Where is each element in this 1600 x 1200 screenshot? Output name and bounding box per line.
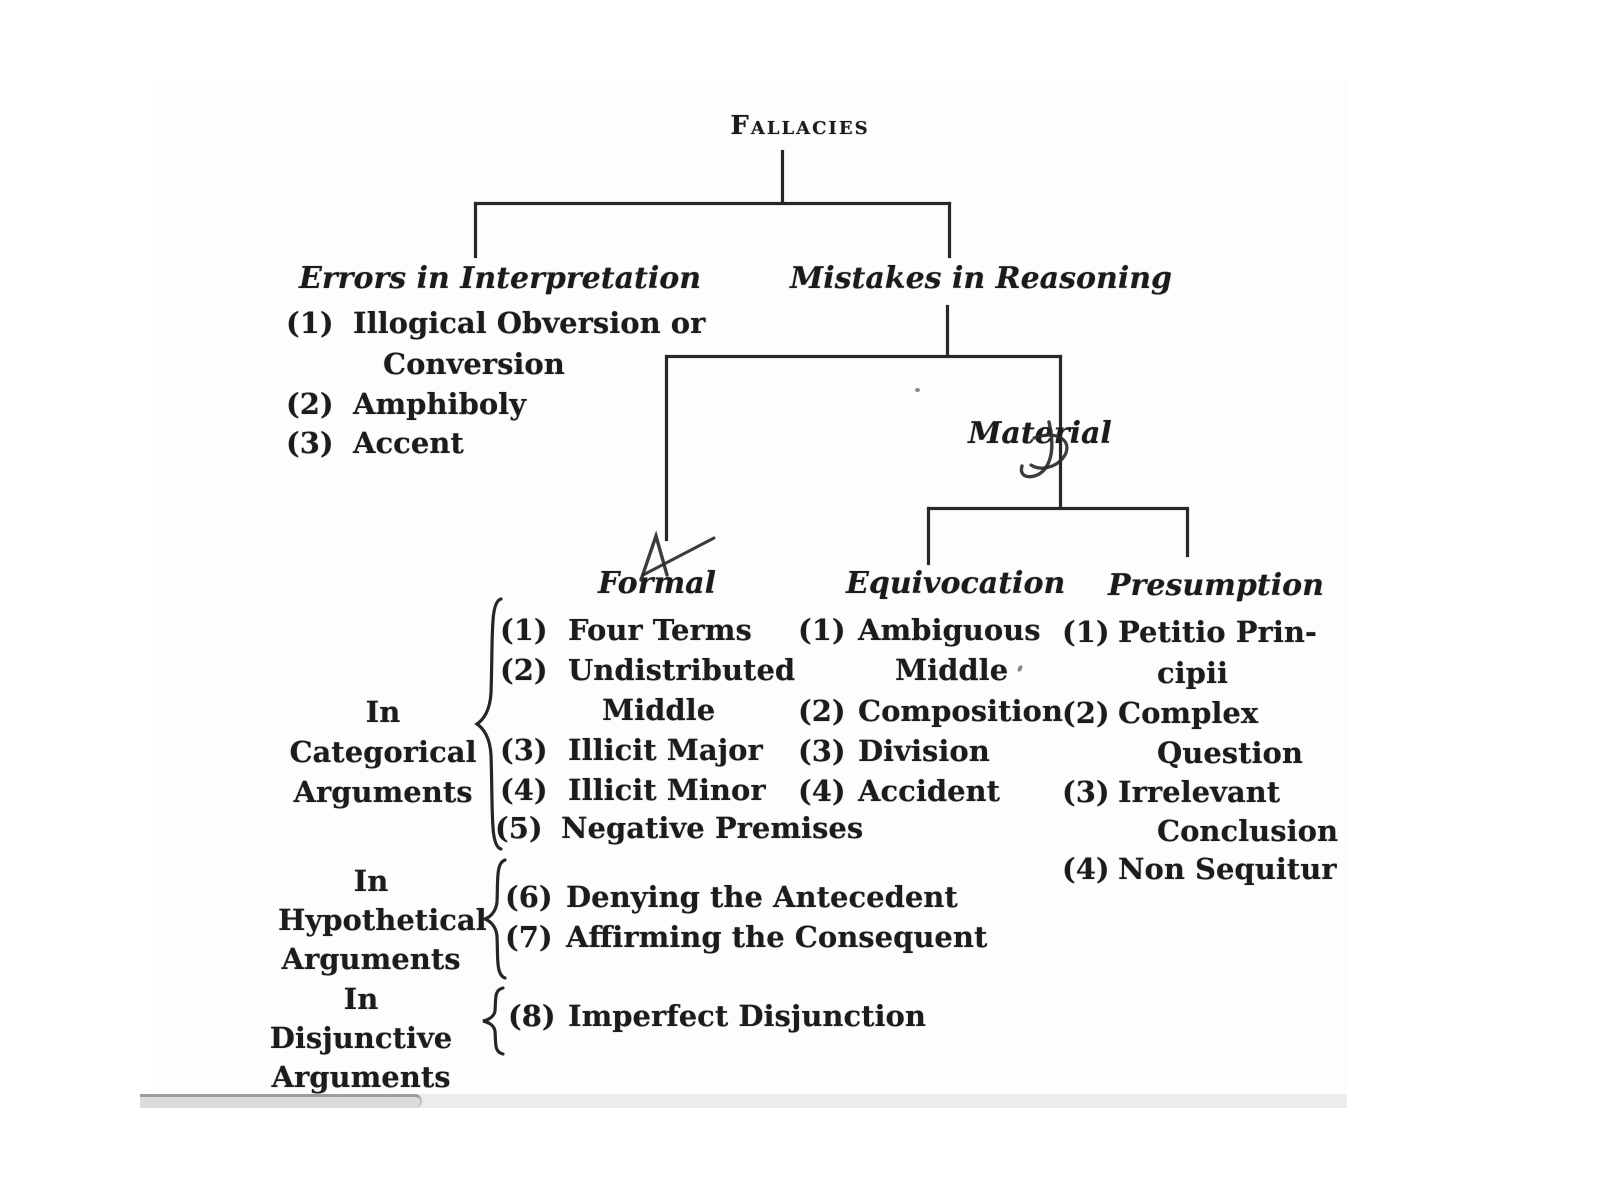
- item-number: (7): [505, 920, 553, 954]
- list-item-continuation: Middle: [602, 693, 716, 727]
- list-item: [500, 734, 763, 767]
- list-item: [495, 812, 863, 845]
- errors-heading: Errors in Interpretation: [299, 261, 702, 296]
- item-number: (2): [500, 653, 548, 687]
- item-text: Petitio Prin-: [1118, 615, 1317, 649]
- item-number: (4): [1062, 852, 1110, 886]
- connector-line: [946, 305, 949, 357]
- list-item: [798, 695, 1063, 728]
- list-item-continuation: Question: [1157, 736, 1303, 770]
- connector-line: [927, 507, 1188, 510]
- list-item: [508, 1000, 926, 1033]
- connector-line: [927, 507, 930, 565]
- item-text: Illicit Major: [568, 733, 763, 767]
- item-number: (1): [500, 613, 548, 647]
- item-number: (2): [286, 387, 334, 421]
- item-number: (1): [798, 613, 846, 647]
- hypothetical-brace: [482, 858, 508, 980]
- item-text: Four Terms: [568, 613, 752, 647]
- item-text: Amphiboly: [353, 387, 527, 421]
- categorical-group-label: In Categorical Arguments: [289, 695, 477, 809]
- list-item: [500, 774, 766, 807]
- connector-line: [665, 355, 668, 541]
- list-item: [286, 427, 464, 460]
- list-item: [286, 388, 526, 421]
- handwritten-check-mark: [615, 528, 725, 588]
- list-item-continuation: cipii: [1157, 656, 1228, 690]
- scan-speck: [915, 388, 920, 392]
- item-number: (4): [798, 774, 846, 808]
- item-text: Undistributed: [568, 653, 796, 687]
- item-text: Negative Premises: [561, 811, 864, 845]
- list-item: [1062, 697, 1258, 730]
- list-item: [1062, 616, 1317, 649]
- list-item: [505, 881, 958, 914]
- item-text: Non Sequitur: [1118, 852, 1337, 886]
- item-text: Ambiguous: [858, 613, 1041, 647]
- disjunctive-group-label: In Disjunctive Arguments: [269, 982, 453, 1094]
- list-item: [798, 735, 990, 768]
- item-number: (6): [505, 880, 553, 914]
- mistakes-heading: Mistakes in Reasoning: [790, 261, 1173, 296]
- connector-line: [474, 202, 951, 205]
- item-text: Illogical Obversion or: [353, 306, 706, 340]
- item-number: (1): [286, 306, 334, 340]
- equivocation-heading: Equivocation: [846, 566, 1066, 601]
- material-heading: Material: [968, 416, 1112, 451]
- item-text: Composition: [858, 694, 1063, 728]
- list-item: [798, 775, 1000, 808]
- list-item: [500, 614, 752, 647]
- item-number: (4): [500, 773, 548, 807]
- connector-line: [665, 355, 1062, 358]
- presumption-heading: Presumption: [1108, 568, 1324, 603]
- list-item: [1062, 776, 1280, 809]
- item-text: Division: [858, 734, 990, 768]
- item-text: Irrelevant: [1118, 775, 1281, 809]
- list-item: [505, 921, 987, 954]
- item-number: (3): [500, 733, 548, 767]
- item-number: (3): [286, 426, 334, 460]
- list-item-continuation: Middle: [895, 653, 1009, 687]
- list-item: [286, 307, 705, 340]
- horizontal-scrollbar-thumb[interactable]: [140, 1094, 422, 1108]
- item-number: (5): [495, 811, 543, 845]
- formal-heading: Formal: [597, 566, 717, 601]
- item-number: (1): [1062, 615, 1110, 649]
- item-text: Accent: [353, 426, 464, 460]
- connector-line: [474, 202, 477, 258]
- item-text: Imperfect Disjunction: [568, 999, 926, 1033]
- hypothetical-group-label: In Hypothetical Arguments: [278, 864, 487, 976]
- list-item-continuation: Conversion: [383, 347, 565, 381]
- item-number: (3): [1062, 775, 1110, 809]
- item-number: (2): [798, 694, 846, 728]
- item-text: Complex: [1118, 696, 1259, 730]
- list-item: [1062, 853, 1337, 886]
- item-number: (2): [1062, 696, 1110, 730]
- item-text: Affirming the Consequent: [566, 920, 988, 954]
- item-text: Illicit Minor: [568, 773, 766, 807]
- item-text: Denying the Antecedent: [566, 880, 958, 914]
- list-item-continuation: Conclusion: [1157, 814, 1339, 848]
- list-item: [798, 614, 1041, 647]
- handwritten-scribble: [1005, 418, 1085, 486]
- item-number: (8): [508, 999, 556, 1033]
- diagram-title: Fallacies: [730, 111, 870, 141]
- disjunctive-brace: [480, 986, 506, 1056]
- connector-line: [781, 150, 784, 203]
- item-number: (3): [798, 734, 846, 768]
- connector-line: [1186, 507, 1189, 557]
- item-text: Accident: [858, 774, 1001, 808]
- connector-line: [948, 202, 951, 258]
- list-item: [500, 654, 795, 687]
